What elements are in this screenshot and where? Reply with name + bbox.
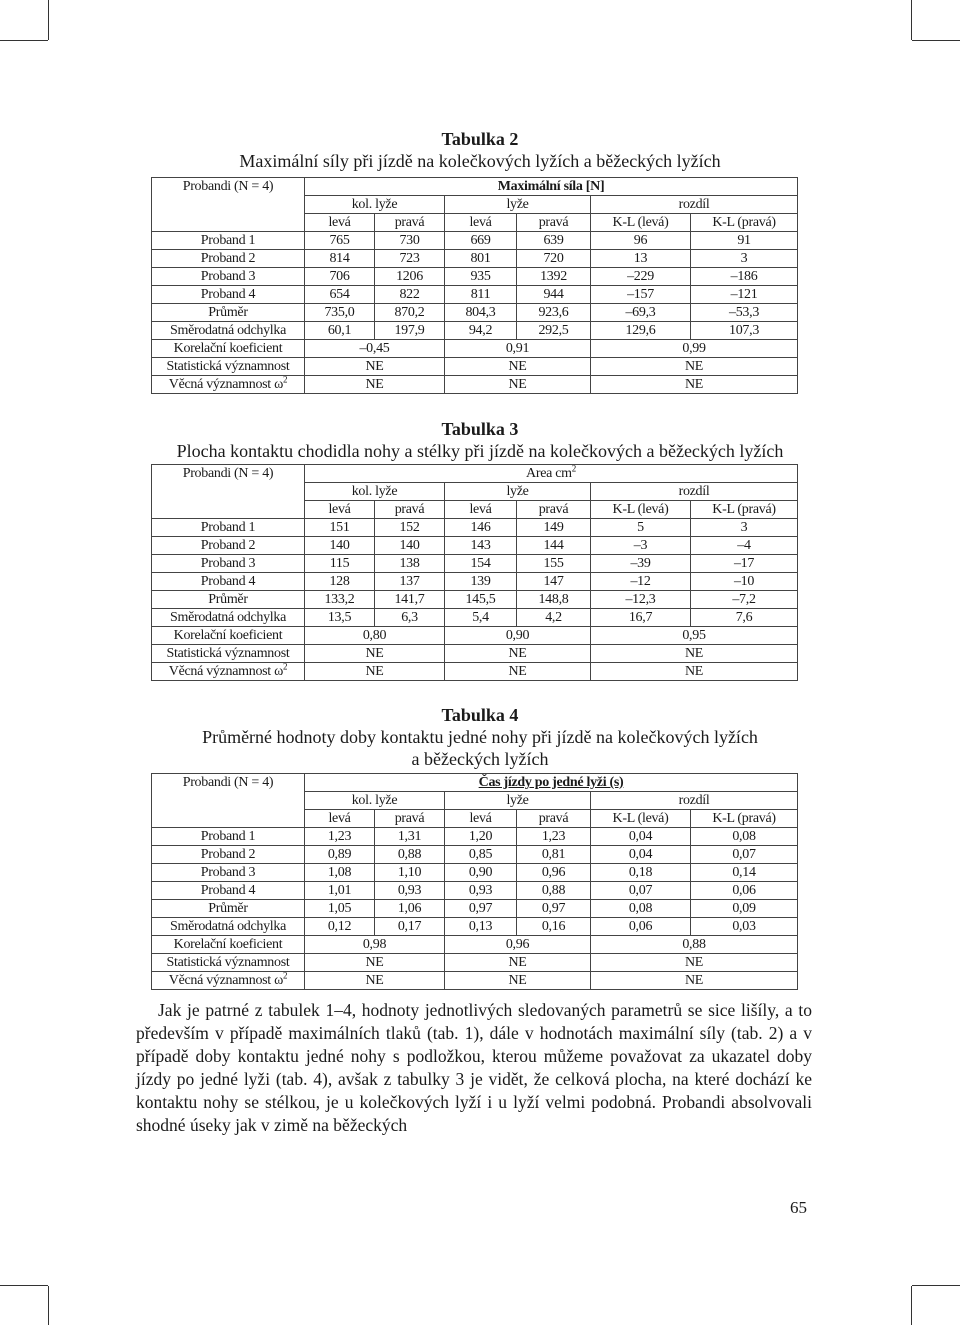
row-label: Proband 4 (152, 286, 305, 304)
cell-value: 96 (591, 232, 691, 250)
cell-value: 0,85 (445, 846, 517, 864)
summary-value: NE (591, 645, 798, 663)
summary-value: NE (305, 358, 445, 376)
row-label: Proband 3 (152, 268, 305, 286)
cell-value: 1392 (517, 268, 591, 286)
summary-row (152, 954, 798, 972)
summary-row (152, 340, 798, 358)
subhead: pravá (375, 810, 445, 828)
cell-value: 0,97 (445, 900, 517, 918)
cell-value: 140 (375, 537, 445, 555)
subhead: K-L (levá) (591, 501, 691, 519)
cell-value: 0,08 (691, 828, 798, 846)
cell-value: 639 (517, 232, 591, 250)
cell-value: 0,13 (445, 918, 517, 936)
summary-value: 0,91 (445, 340, 591, 358)
summary-value: NE (445, 358, 591, 376)
cell-value: 0,90 (445, 864, 517, 882)
cell-value: 145,5 (445, 591, 517, 609)
table-row (152, 232, 798, 250)
summary-value: NE (591, 954, 798, 972)
summary-value: 0,98 (305, 936, 445, 954)
summary-label-text: Statistická významnost (166, 955, 290, 970)
cell-value: 944 (517, 286, 591, 304)
superscript: 2 (571, 464, 576, 474)
subhead: levá (305, 501, 375, 519)
summary-row (152, 627, 798, 645)
cell-value: 149 (517, 519, 591, 537)
cell-value: 720 (517, 250, 591, 268)
cell-value: –12 (591, 573, 691, 591)
subhead: K-L (levá) (591, 214, 691, 232)
summary-label (152, 972, 305, 990)
cell-value: 141,7 (375, 591, 445, 609)
cell-value: 13 (591, 250, 691, 268)
cell-value: –53,3 (691, 304, 798, 322)
cell-value: 146 (445, 519, 517, 537)
cell-value: 1,06 (375, 900, 445, 918)
table-title-line1: Průměrné hodnoty doby kontaktu jedné nohy při jízdě na kolečkových lyžích (202, 727, 758, 747)
summary-label-text: Statistická významnost (166, 359, 290, 374)
cell-value: 654 (305, 286, 375, 304)
cell-value: 0,88 (517, 882, 591, 900)
row-label: Proband 2 (152, 537, 305, 555)
row-label: Proband 3 (152, 555, 305, 573)
summary-value: NE (305, 972, 445, 990)
cell-value: –12,3 (591, 591, 691, 609)
summary-value: –0,45 (305, 340, 445, 358)
cell-value: 154 (445, 555, 517, 573)
row-label: Směrodatná odchylka (152, 322, 305, 340)
cell-value: 923,6 (517, 304, 591, 322)
table-row (152, 882, 798, 900)
summary-value: NE (591, 972, 798, 990)
summary-label (152, 340, 305, 358)
cell-value: 0,18 (591, 864, 691, 882)
cell-value: 5 (591, 519, 691, 537)
cell-value: 1206 (375, 268, 445, 286)
crop-mark (48, 0, 49, 40)
group-header: kol. lyže (305, 196, 445, 214)
measure-label: Čas jízdy po jedné lyži (s) (478, 775, 624, 790)
summary-value: NE (591, 376, 798, 394)
summary-value: NE (445, 663, 591, 681)
cell-value: 152 (375, 519, 445, 537)
cell-value: 129,6 (591, 322, 691, 340)
cell-value: –7,2 (691, 591, 798, 609)
group-header: lyže (445, 483, 591, 501)
table-2 (151, 177, 798, 394)
empty-cell (152, 792, 305, 810)
cell-value: 0,88 (375, 846, 445, 864)
subhead: K-L (pravá) (691, 214, 798, 232)
page-number: 65 (790, 1198, 807, 1217)
cell-value: 1,08 (305, 864, 375, 882)
subhead: levá (445, 501, 517, 519)
cell-value: 197,9 (375, 322, 445, 340)
subhead: pravá (375, 214, 445, 232)
subhead: K-L (pravá) (691, 501, 798, 519)
subhead: K-L (levá) (591, 810, 691, 828)
summary-value: 0,90 (445, 627, 591, 645)
cell-value: 143 (445, 537, 517, 555)
summary-label-text: Věcná významnost ω (168, 973, 284, 988)
cell-value: 16,7 (591, 609, 691, 627)
group-row (152, 483, 798, 501)
row-header: Probandi (N = 4) (152, 774, 305, 792)
header-row (152, 178, 798, 196)
cell-value: 147 (517, 573, 591, 591)
table-row (152, 864, 798, 882)
cell-value: 0,07 (591, 882, 691, 900)
cell-value: 151 (305, 519, 375, 537)
cell-value: 0,96 (517, 864, 591, 882)
cell-value: 669 (445, 232, 517, 250)
cell-value: 735,0 (305, 304, 375, 322)
cell-value: 765 (305, 232, 375, 250)
cell-value: 133,2 (305, 591, 375, 609)
cell-value: 1,01 (305, 882, 375, 900)
group-header: rozdíl (591, 483, 798, 501)
table-row (152, 304, 798, 322)
table-3-caption (0, 418, 960, 462)
subhead-row (152, 214, 798, 232)
summary-value: NE (591, 663, 798, 681)
table-number: Tabulka 3 (441, 419, 519, 439)
row-label: Proband 1 (152, 232, 305, 250)
cell-value: 730 (375, 232, 445, 250)
crop-mark (911, 1286, 912, 1325)
cell-value: 0,93 (445, 882, 517, 900)
row-label: Směrodatná odchylka (152, 918, 305, 936)
cell-value: 115 (305, 555, 375, 573)
empty-cell (152, 483, 305, 501)
row-label: Proband 2 (152, 846, 305, 864)
measure-label: Maximální síla [N] (497, 179, 605, 194)
table-title: Maximální síly při jízdě na kolečkových lyžích a běžeckých lyžích (239, 151, 721, 171)
summary-label (152, 627, 305, 645)
cell-value: 94,2 (445, 322, 517, 340)
summary-value: NE (305, 376, 445, 394)
superscript: 2 (283, 662, 288, 672)
table-4-caption (0, 704, 960, 770)
table-number: Tabulka 4 (441, 705, 519, 725)
row-label: Proband 1 (152, 519, 305, 537)
cell-value: –39 (591, 555, 691, 573)
table-row (152, 537, 798, 555)
cell-value: 0,14 (691, 864, 798, 882)
summary-label (152, 954, 305, 972)
subhead: levá (445, 810, 517, 828)
cell-value: –10 (691, 573, 798, 591)
summary-value: NE (445, 376, 591, 394)
table-2-caption (0, 128, 960, 172)
summary-row (152, 972, 798, 990)
cell-value: 0,12 (305, 918, 375, 936)
row-label: Proband 4 (152, 573, 305, 591)
summary-label-text: Statistická významnost (166, 646, 290, 661)
cell-value: 706 (305, 268, 375, 286)
table-row (152, 918, 798, 936)
summary-label (152, 376, 305, 394)
cell-value: 1,20 (445, 828, 517, 846)
summary-row (152, 358, 798, 376)
summary-value: NE (445, 954, 591, 972)
summary-row (152, 936, 798, 954)
cell-value: 292,5 (517, 322, 591, 340)
summary-label-text: Věcná významnost ω (168, 377, 284, 392)
cell-value: 1,23 (305, 828, 375, 846)
crop-mark (912, 40, 960, 41)
cell-value: 1,31 (375, 828, 445, 846)
cell-value: 60,1 (305, 322, 375, 340)
cell-value: –17 (691, 555, 798, 573)
cell-value: 0,03 (691, 918, 798, 936)
header-row (152, 465, 798, 483)
table-row (152, 555, 798, 573)
summary-label (152, 663, 305, 681)
cell-value: –69,3 (591, 304, 691, 322)
empty-cell (152, 501, 305, 519)
summary-label-text: Věcná významnost ω (168, 664, 284, 679)
cell-value: 13,5 (305, 609, 375, 627)
row-label: Proband 4 (152, 882, 305, 900)
table-row (152, 900, 798, 918)
cell-value: 139 (445, 573, 517, 591)
summary-row (152, 663, 798, 681)
summary-value: 0,95 (591, 627, 798, 645)
superscript: 2 (283, 375, 288, 385)
table-row (152, 286, 798, 304)
cell-value: 1,05 (305, 900, 375, 918)
cell-value: 6,3 (375, 609, 445, 627)
table-row (152, 609, 798, 627)
cell-value: 7,6 (691, 609, 798, 627)
crop-mark (0, 1285, 48, 1286)
cell-value: 935 (445, 268, 517, 286)
crop-mark (911, 0, 912, 40)
crop-mark (48, 1286, 49, 1325)
table-number: Tabulka 2 (441, 129, 519, 149)
row-header: Probandi (N = 4) (152, 178, 305, 196)
subhead: levá (305, 214, 375, 232)
summary-label (152, 645, 305, 663)
cell-value: 137 (375, 573, 445, 591)
body-paragraph: Jak je patrné z tabulek 1–4, hodnoty jednotlivých sledovaných parametrů se sice lišíly, a to především v případě maximálních tlaků (tab. 1), dále v hodnotách maximální síly (tab. 2) a v případě doby kontaktu jedné nohy s podložkou, kterou můžeme považovat za ukazatel doby jízdy po jedné lyži (tab. 4), avšak z tabulky 3 je vidět, že celková plocha, na které dochází ke kontaktu nohy se stélkou, je u kolečkových lyží i u lyží velmi podobná. Probandi absolvovali shodné úseky jak v zimě na běžeckých (136, 1000, 812, 1135)
cell-value: 0,93 (375, 882, 445, 900)
crop-mark (912, 1285, 960, 1286)
subhead: K-L (pravá) (691, 810, 798, 828)
summary-value: NE (591, 358, 798, 376)
group-header: kol. lyže (305, 483, 445, 501)
summary-value: 0,88 (591, 936, 798, 954)
cell-value: 128 (305, 573, 375, 591)
cell-value: 0,04 (591, 828, 691, 846)
summary-label (152, 936, 305, 954)
cell-value: –4 (691, 537, 798, 555)
subhead: levá (305, 810, 375, 828)
cell-value: 3 (691, 519, 798, 537)
subhead-row (152, 810, 798, 828)
cell-value: 0,97 (517, 900, 591, 918)
row-label: Proband 1 (152, 828, 305, 846)
group-header: lyže (445, 792, 591, 810)
row-label: Průměr (152, 304, 305, 322)
row-label: Průměr (152, 591, 305, 609)
table-4 (151, 773, 798, 990)
summary-value: NE (305, 663, 445, 681)
cell-value: 822 (375, 286, 445, 304)
table-row (152, 828, 798, 846)
table-row (152, 573, 798, 591)
subhead: pravá (517, 810, 591, 828)
cell-value: 804,3 (445, 304, 517, 322)
cell-value: 0,89 (305, 846, 375, 864)
cell-value: –157 (591, 286, 691, 304)
cell-value: 723 (375, 250, 445, 268)
group-header: kol. lyže (305, 792, 445, 810)
subhead: pravá (375, 501, 445, 519)
cell-value: 148,8 (517, 591, 591, 609)
row-label: Proband 3 (152, 864, 305, 882)
summary-value: NE (445, 972, 591, 990)
table-row (152, 591, 798, 609)
subhead: pravá (517, 501, 591, 519)
cell-value: 0,04 (591, 846, 691, 864)
measure-label: Area cm (526, 466, 572, 481)
cell-value: 0,17 (375, 918, 445, 936)
summary-value: NE (305, 645, 445, 663)
cell-value: 155 (517, 555, 591, 573)
group-row (152, 196, 798, 214)
cell-value: 144 (517, 537, 591, 555)
table-row (152, 322, 798, 340)
summary-value: 0,96 (445, 936, 591, 954)
summary-label-text: Korelační koeficient (173, 628, 283, 643)
subhead: pravá (517, 214, 591, 232)
cell-value: 1,10 (375, 864, 445, 882)
cell-value: 811 (445, 286, 517, 304)
table-3 (151, 464, 798, 681)
summary-value: NE (305, 954, 445, 972)
row-label: Průměr (152, 900, 305, 918)
summary-value: 0,80 (305, 627, 445, 645)
summary-row (152, 376, 798, 394)
cell-value: 0,08 (591, 900, 691, 918)
cell-value: –3 (591, 537, 691, 555)
cell-value: 4,2 (517, 609, 591, 627)
cell-value: 140 (305, 537, 375, 555)
cell-value: 814 (305, 250, 375, 268)
cell-value: 138 (375, 555, 445, 573)
group-row (152, 792, 798, 810)
header-row (152, 774, 798, 792)
cell-value: 801 (445, 250, 517, 268)
summary-label-text: Korelační koeficient (173, 937, 283, 952)
summary-value: 0,99 (591, 340, 798, 358)
table-row (152, 250, 798, 268)
cell-value: 5,4 (445, 609, 517, 627)
measure-header (305, 774, 798, 792)
measure-header (305, 465, 798, 483)
table-row (152, 519, 798, 537)
cell-value: –229 (591, 268, 691, 286)
cell-value: 0,16 (517, 918, 591, 936)
table-title: Plocha kontaktu chodidla nohy a stélky při jízdě na kolečkových a běžeckých lyžích (176, 441, 784, 461)
empty-cell (152, 214, 305, 232)
row-label: Směrodatná odchylka (152, 609, 305, 627)
summary-value: NE (445, 645, 591, 663)
summary-label-text: Korelační koeficient (173, 341, 283, 356)
crop-mark (0, 40, 48, 41)
table-row (152, 846, 798, 864)
summary-label (152, 358, 305, 376)
subhead: levá (445, 214, 517, 232)
cell-value: 91 (691, 232, 798, 250)
cell-value: 1,23 (517, 828, 591, 846)
empty-cell (152, 810, 305, 828)
superscript: 2 (283, 971, 288, 981)
table-row (152, 268, 798, 286)
cell-value: 0,06 (591, 918, 691, 936)
summary-row (152, 645, 798, 663)
cell-value: 107,3 (691, 322, 798, 340)
group-header: rozdíl (591, 792, 798, 810)
row-header: Probandi (N = 4) (152, 465, 305, 483)
cell-value: 870,2 (375, 304, 445, 322)
cell-value: 0,06 (691, 882, 798, 900)
cell-value: 0,07 (691, 846, 798, 864)
measure-header (305, 178, 798, 196)
cell-value: –186 (691, 268, 798, 286)
cell-value: –121 (691, 286, 798, 304)
cell-value: 3 (691, 250, 798, 268)
group-header: rozdíl (591, 196, 798, 214)
subhead-row (152, 501, 798, 519)
group-header: lyže (445, 196, 591, 214)
cell-value: 0,81 (517, 846, 591, 864)
table-title-line2: a běžeckých lyžích (411, 749, 549, 769)
row-label: Proband 2 (152, 250, 305, 268)
cell-value: 0,09 (691, 900, 798, 918)
empty-cell (152, 196, 305, 214)
